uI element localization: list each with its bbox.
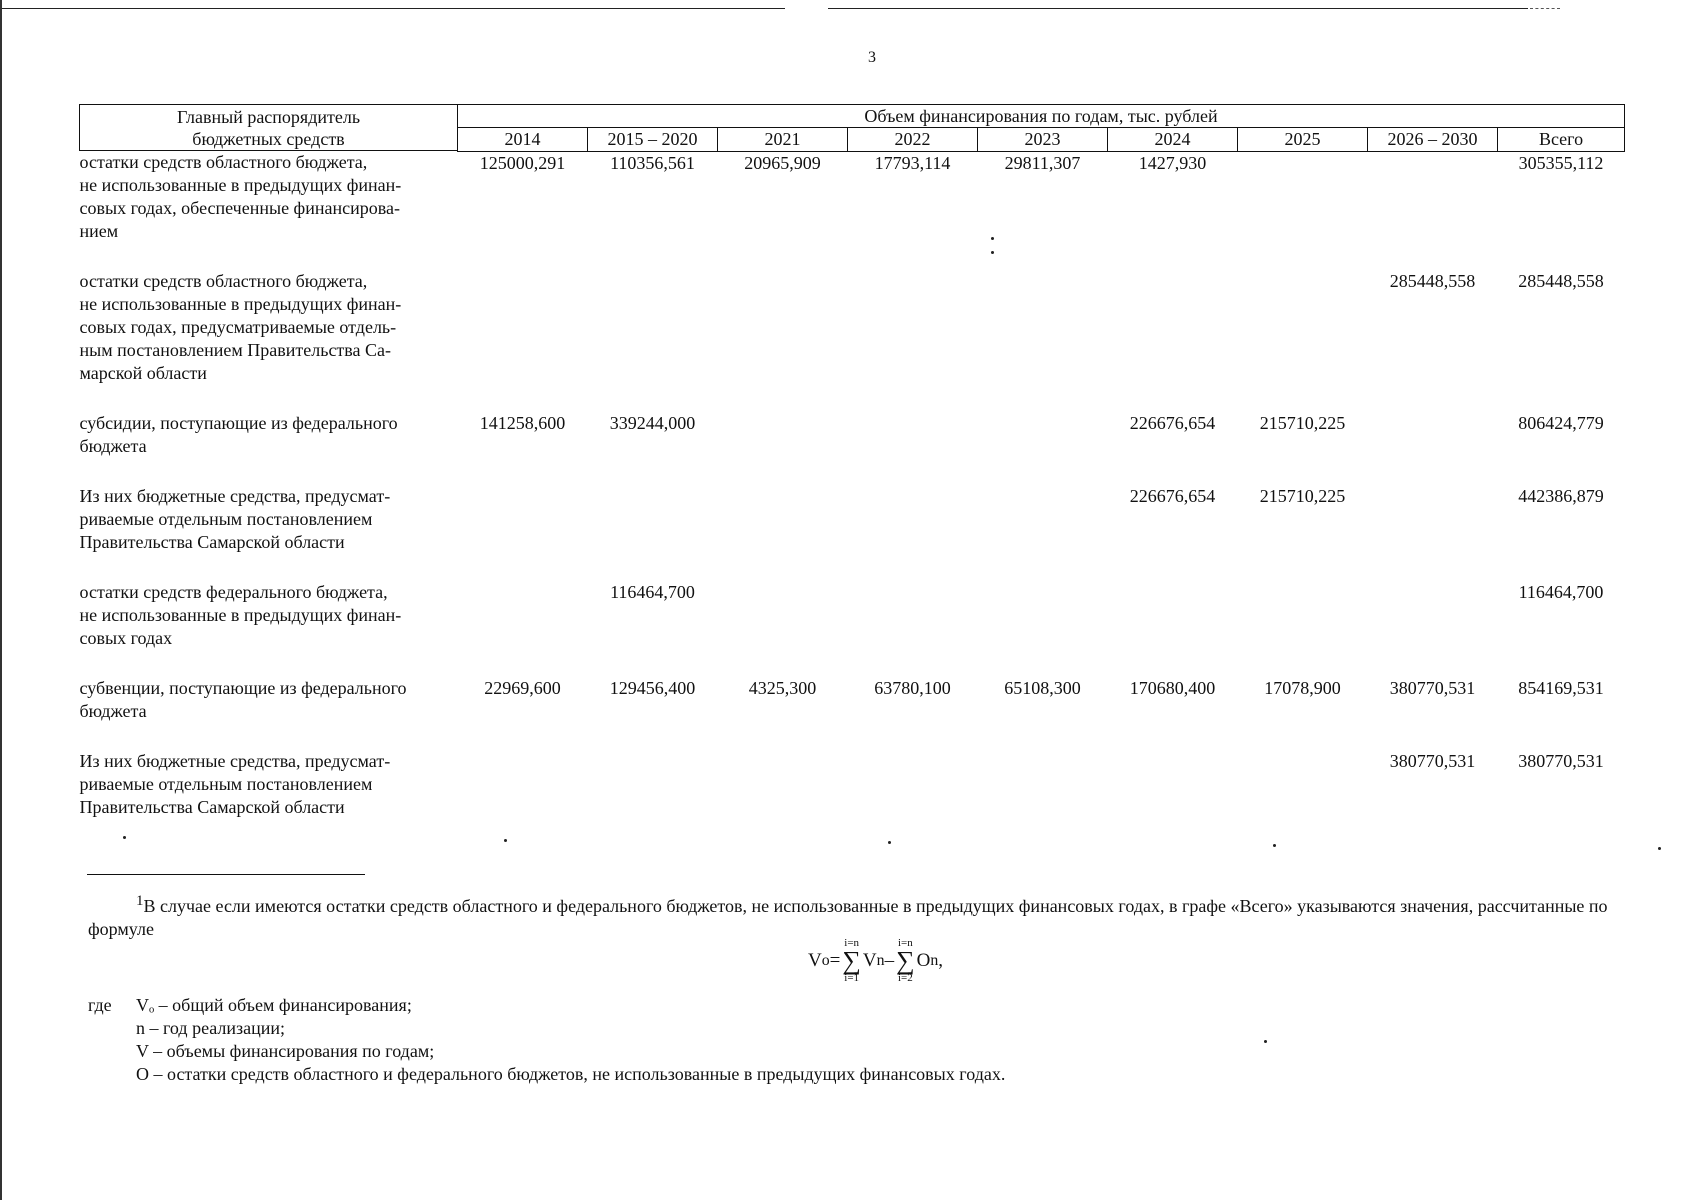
total-cell: 854169,531 [1518, 678, 1604, 698]
value-cell [1108, 270, 1238, 385]
value-cell [1108, 750, 1238, 819]
value-cell: 20965,909 [744, 152, 821, 173]
row-label-line: не использованные в предыдущих финан- [79, 294, 402, 314]
row-label-line: ным постановлением Правительства Са- [79, 340, 392, 360]
value-cell [1238, 750, 1368, 819]
row-label-line: совых годах [79, 628, 173, 648]
year-header: 2022 [848, 128, 978, 151]
total-cell: 285448,558 [1518, 271, 1604, 291]
scan-speck [991, 251, 994, 254]
value-cell [978, 485, 1108, 554]
total-header: Всего [1498, 128, 1625, 151]
formula-term-subscript: n [930, 952, 939, 969]
total-cell: 442386,879 [1518, 486, 1604, 506]
table-row [80, 581, 1625, 650]
value-cell: 116464,700 [610, 582, 695, 602]
row-spacer [80, 723, 1625, 750]
value-cell: 125000,291 [479, 152, 566, 173]
value-cell [588, 750, 718, 819]
owner-header-line: Главный распорядитель [176, 106, 361, 127]
value-cell [978, 270, 1108, 385]
sigma-icon: ∑ [842, 946, 861, 975]
formula-equals: = [829, 950, 841, 971]
value-cell: 1427,930 [1138, 152, 1207, 173]
row-label-line: не использованные в предыдущих финан- [79, 605, 402, 625]
scan-page-edge [0, 0, 2, 1200]
formula-term: V [862, 950, 877, 971]
value-cell [458, 581, 588, 650]
value-cell: 129456,400 [609, 678, 696, 698]
legend-item: n – год реализации; [136, 1018, 286, 1038]
value-cell: 339244,000 [609, 413, 696, 433]
row-label-line: субсидии, поступающие из федерального [79, 413, 398, 433]
value-cell [718, 485, 848, 554]
year-header: 2015 – 2020 [588, 128, 718, 151]
owner-column-header [80, 105, 458, 152]
value-cell [458, 270, 588, 385]
row-spacer [80, 243, 1625, 270]
formula-term-subscript: n [876, 952, 885, 969]
formula-lhs: V [808, 950, 822, 971]
row-label [80, 151, 458, 243]
formula-minus: – [884, 950, 895, 971]
legend-item: Vₒ – общий объем финансирования; [136, 995, 412, 1015]
formula-sum [842, 938, 861, 984]
legend-lead: где [88, 995, 112, 1015]
footnote-marker: 1 [136, 893, 144, 909]
total-cell: 806424,779 [1518, 413, 1604, 433]
value-cell [978, 581, 1108, 650]
table-row [80, 412, 1625, 458]
row-label-line: остатки средств федерального бюджета, [79, 582, 388, 602]
row-label-line: субвенции, поступающие из федерального [79, 678, 407, 698]
row-label-line: остатки средств областного бюджета, [79, 152, 368, 172]
sum-lower-limit: i=1 [844, 972, 860, 984]
year-header: 2021 [718, 128, 848, 151]
page-number: 3 [868, 49, 876, 66]
year-header: 2024 [1108, 128, 1238, 151]
sum-lower-limit: i=2 [897, 972, 913, 984]
scan-speck [504, 839, 507, 842]
scan-artifact-line [828, 8, 1528, 9]
row-label-line: остатки средств областного бюджета, [79, 271, 368, 291]
value-cell [718, 581, 848, 650]
row-label-line: Правительства Самарской области [79, 797, 345, 817]
table-row [80, 270, 1625, 385]
year-header: 2023 [978, 128, 1108, 151]
value-cell: 285448,558 [1389, 271, 1476, 291]
table-row [80, 750, 1625, 819]
value-cell [848, 485, 978, 554]
sum-upper-limit: i=n [897, 937, 913, 949]
row-label-line: Из них бюджетные средства, предусмат- [79, 486, 391, 506]
year-header: 2026 – 2030 [1368, 128, 1498, 151]
scan-speck [1658, 847, 1661, 850]
value-cell: 380770,531 [1389, 678, 1476, 698]
scan-speck [1264, 1040, 1267, 1043]
row-label-line: Правительства Самарской области [79, 532, 345, 552]
total-cell: 305355,112 [1518, 152, 1604, 173]
value-cell [848, 412, 978, 458]
value-cell: 215710,225 [1259, 486, 1346, 506]
value-cell [1238, 270, 1368, 385]
table-body [80, 151, 1625, 819]
value-cell [718, 412, 848, 458]
scan-speck [1273, 844, 1276, 847]
value-cell: 226676,654 [1129, 486, 1216, 506]
row-label [80, 677, 458, 723]
formula-legend [88, 994, 1005, 1086]
row-label [80, 750, 458, 819]
value-cell: 215710,225 [1259, 413, 1346, 433]
value-cell: 110356,561 [610, 152, 695, 173]
row-label [80, 485, 458, 554]
footnote-text: В случае если имеются остатки средств областного и федерального бюджетов, не использованные в предыдущих финансовых годах, в графе «Всего» указываются значения, рассчитанные по формуле [88, 896, 1608, 939]
year-header: 2014 [458, 128, 588, 151]
value-cell [1108, 581, 1238, 650]
formula-tail: , [938, 950, 944, 971]
value-cell [458, 750, 588, 819]
row-label-line: нием [79, 221, 119, 241]
value-cell: 29811,307 [1004, 152, 1081, 173]
value-cell: 4325,300 [748, 678, 817, 698]
sum-upper-limit: i=n [844, 937, 860, 949]
value-cell [1368, 151, 1498, 243]
row-label-line: риваемые отдельным постановлением [79, 509, 373, 529]
row-label-line: бюджета [79, 436, 147, 456]
row-label [80, 581, 458, 650]
footnote-separator [87, 874, 365, 875]
table-row [80, 485, 1625, 554]
formula-sum [896, 938, 915, 984]
value-cell [1368, 581, 1498, 650]
value-cell [1368, 412, 1498, 458]
scan-speck [123, 836, 126, 839]
row-spacer [80, 385, 1625, 412]
total-cell: 116464,700 [1518, 582, 1604, 602]
sigma-icon: ∑ [896, 946, 915, 975]
value-cell [978, 412, 1108, 458]
row-label-line: марской области [79, 363, 207, 383]
value-cell [588, 270, 718, 385]
value-cell: 226676,654 [1129, 413, 1216, 433]
legend-item: O – остатки средств областного и федерального бюджетов, не использованные в предыдущих финансовых годах. [136, 1064, 1006, 1084]
row-spacer [80, 458, 1625, 485]
value-cell: 380770,531 [1389, 751, 1476, 771]
table-row [80, 677, 1625, 723]
value-cell [1238, 151, 1368, 243]
scan-speck [991, 237, 994, 240]
financing-table [79, 104, 1625, 819]
row-label-line: риваемые отдельным постановлением [79, 774, 373, 794]
year-header: 2025 [1238, 128, 1368, 151]
row-label-line: совых годах, обеспеченные финансирова- [79, 198, 400, 218]
row-spacer [80, 554, 1625, 581]
table-row [80, 151, 1625, 243]
total-cell: 380770,531 [1518, 751, 1604, 771]
value-cell [1368, 485, 1498, 554]
owner-header-line: бюджетных средств [80, 128, 457, 151]
row-label-line: Из них бюджетные средства, предусмат- [79, 751, 391, 771]
scan-artifact-line [0, 8, 785, 9]
formula [808, 938, 943, 984]
value-cell: 63780,100 [874, 678, 951, 698]
row-label-line: бюджета [79, 701, 147, 721]
row-label [80, 412, 458, 458]
value-cell: 17793,114 [874, 152, 951, 173]
value-cell [848, 750, 978, 819]
formula-term: O [916, 950, 931, 971]
scan-speck [888, 841, 891, 844]
value-cell [1238, 581, 1368, 650]
scan-artifact-dash [1530, 8, 1560, 9]
value-cell [718, 750, 848, 819]
value-cell: 141258,600 [479, 413, 566, 433]
value-cell: 22969,600 [484, 678, 561, 698]
value-cell [978, 750, 1108, 819]
value-cell [458, 485, 588, 554]
value-cell [848, 581, 978, 650]
financing-group-header: Объем финансирования по годам, тыс. рублей [458, 105, 1625, 128]
row-spacer [80, 650, 1625, 677]
value-cell [588, 485, 718, 554]
footnote [88, 890, 1633, 941]
row-label [80, 270, 458, 385]
value-cell: 65108,300 [1004, 678, 1081, 698]
row-label-line: не использованные в предыдущих финан- [79, 175, 402, 195]
row-label-line: совых годах, предусматриваемые отдель- [79, 317, 397, 337]
value-cell: 17078,900 [1264, 678, 1341, 698]
value-cell [848, 270, 978, 385]
legend-item: V – объемы финансирования по годам; [136, 1041, 435, 1061]
value-cell [718, 270, 848, 385]
formula-lhs-subscript: o [821, 952, 830, 969]
value-cell: 170680,400 [1129, 678, 1216, 698]
